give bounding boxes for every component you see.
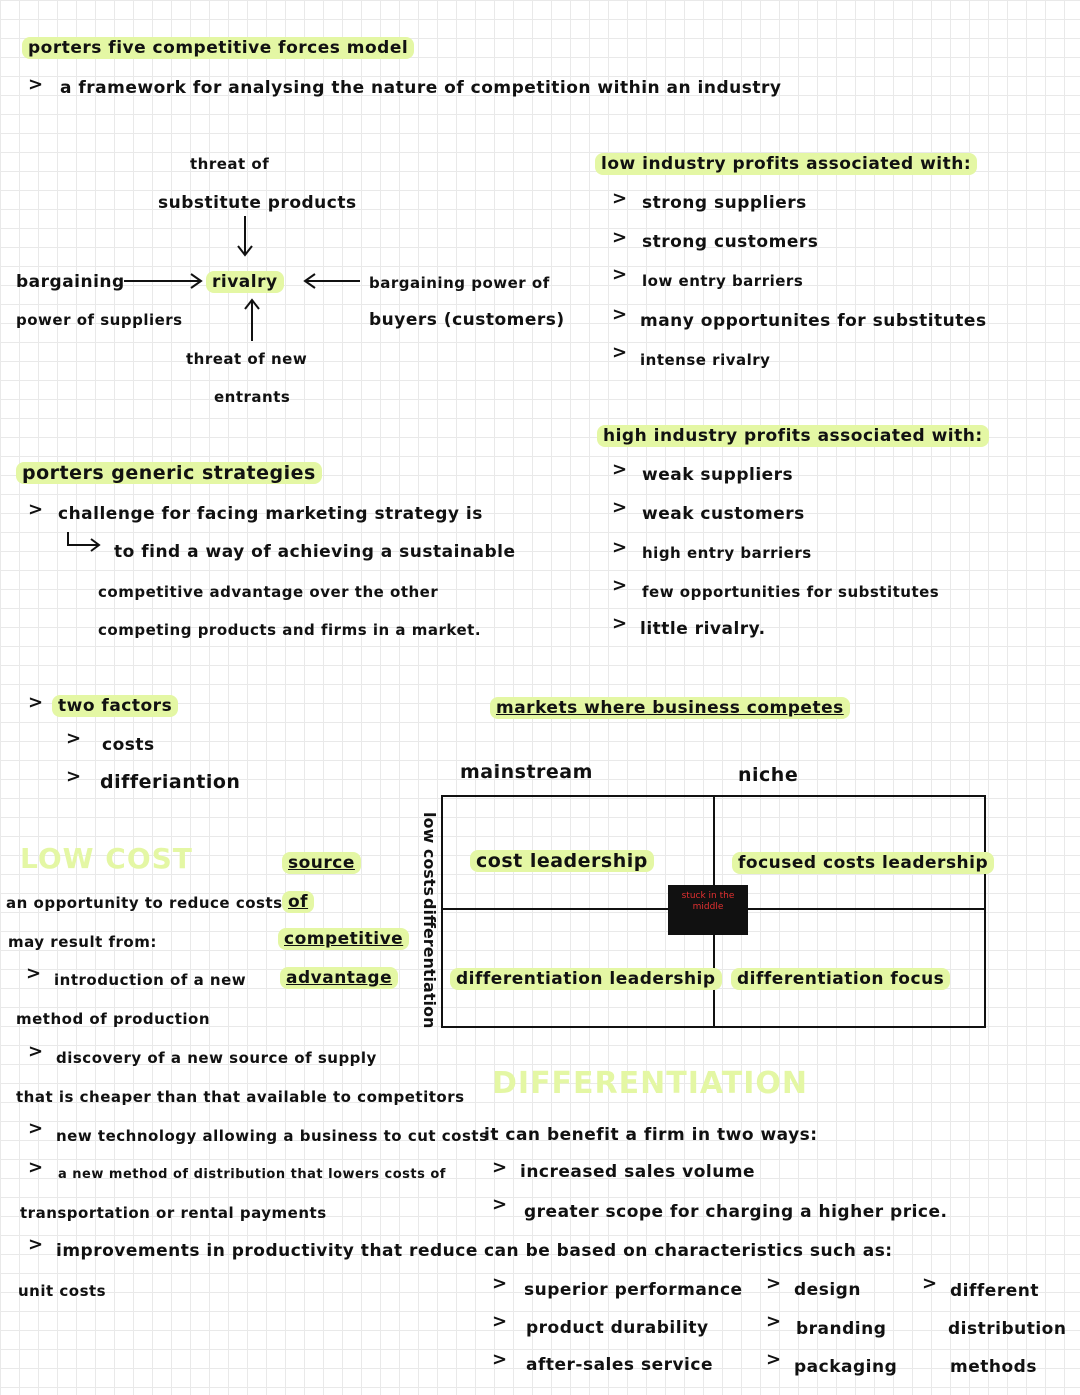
low-cost-line7: new technology allowing a business to cut costs [56,1127,489,1145]
two-factors-label: two factors [52,695,178,717]
buyer-power-line1: bargaining power of [369,274,550,292]
characteristic-item: design [794,1280,861,1300]
low-costs-axis-label: low costs [420,812,439,896]
characteristic-item: product durability [526,1318,709,1338]
five-forces-definition: a framework for analysing the nature of competition within an industry [60,78,782,98]
low-cost-line9: transportation or rental payments [20,1204,327,1222]
low-cost-line2: may result from: [8,933,157,951]
source-line4: advantage [280,967,398,989]
differentiation-line4: can be based on characteristics such as: [484,1241,893,1261]
low-cost-line8: a new method of distribution that lowers costs of [58,1167,446,1182]
cost-leadership-cell: cost leadership [470,850,654,872]
bullet-icon: > [26,963,42,984]
high-profits-item: weak customers [642,504,805,524]
bullet-icon: > [28,1118,44,1139]
bullet-icon: > [28,1157,44,1178]
markets-title: markets where business competes [490,697,850,719]
bullet-icon: > [28,1234,44,1255]
low-profits-item: intense rivalry [640,351,771,369]
bullet-icon: > [492,1157,508,1178]
bullet-icon: > [766,1311,782,1332]
characteristic-item: packaging [794,1357,898,1377]
buyer-power-line2: buyers (customers) [369,310,565,330]
low-profits-item: many opportunites for substitutes [640,311,987,331]
bullet-icon: > [612,227,628,248]
bullet-icon: > [612,304,628,325]
bullet-icon: > [492,1349,508,1370]
characteristic-item: different [950,1281,1039,1301]
bullet-icon: > [28,74,44,95]
bullet-icon: > [612,613,628,634]
factor-differentiation: differiantion [100,771,241,793]
characteristic-item: methods [950,1357,1037,1377]
niche-label: niche [738,764,799,786]
supplier-power-line1: bargaining [16,272,125,292]
characteristic-item: branding [796,1319,887,1339]
factor-costs: costs [102,735,155,755]
low-profits-item: strong suppliers [642,193,807,213]
rivalry-label: rivalry [206,271,284,293]
differentiation-leadership-cell: differentiation leadership [450,968,722,990]
source-line2: of [282,891,314,913]
high-profits-title: high industry profits associated with: [597,425,989,447]
generic-strategies-title: porters generic strategies [16,462,322,484]
low-profits-title: low industry profits associated with: [595,153,977,175]
bullet-icon: > [66,728,82,749]
low-profits-item: strong customers [642,232,819,252]
low-cost-line5: discovery of a new source of supply [56,1049,377,1067]
bullet-icon: > [612,342,628,363]
mainstream-label: mainstream [460,761,593,783]
bullet-icon: > [612,537,628,558]
bullet-icon: > [28,692,44,713]
low-cost-line4: method of production [16,1010,211,1028]
five-forces-title: porters five competitive forces model [22,37,414,59]
low-cost-line3: introduction of a new [54,971,247,989]
generic-line3: competitive advantage over the other [98,583,439,601]
low-cost-line10: improvements in productivity that reduce [56,1241,478,1261]
threat-substitutes-line2: substitute products [158,193,357,213]
low-profits-item: low entry barriers [642,272,804,290]
bullet-icon: > [492,1194,508,1215]
generic-line1: challenge for facing marketing strategy is [58,504,483,524]
supplier-power-line2: power of suppliers [16,311,183,329]
bullet-icon: > [922,1273,938,1294]
high-profits-item: high entry barriers [642,544,812,562]
threat-entrants-line1: threat of new [186,350,308,368]
differentiation-focus-cell: differentiation focus [731,968,950,990]
differentiation-line3: greater scope for charging a higher price. [524,1202,948,1222]
bullet-icon: > [766,1349,782,1370]
differentiation-heading: DIFFERENTIATION [492,1066,808,1101]
focused-cost-leadership-cell: focused costs leadership [732,852,994,874]
characteristic-item: distribution [948,1319,1067,1339]
high-profits-item: little rivalry. [640,619,766,639]
bullet-icon: > [492,1311,508,1332]
stuck-in-middle-box: stuck in the middle [668,885,748,935]
source-line1: source [282,852,361,874]
differentiation-line2: increased sales volume [520,1162,756,1182]
bullet-icon: > [66,766,82,787]
bullet-icon: > [612,188,628,209]
bullet-icon: > [766,1273,782,1294]
generic-line2: to find a way of achieving a sustainable [114,542,516,562]
characteristic-item: after-sales service [526,1355,713,1375]
bullet-icon: > [612,264,628,285]
high-profits-item: weak suppliers [642,465,794,485]
bullet-icon: > [28,499,44,520]
high-profits-item: few opportunities for substitutes [642,583,940,601]
bullet-icon: > [612,575,628,596]
low-cost-line1: an opportunity to reduce costs [6,894,283,912]
differentiation-line1: it can benefit a firm in two ways: [484,1125,818,1145]
bullet-icon: > [612,497,628,518]
bullet-icon: > [612,459,628,480]
low-cost-line11: unit costs [18,1282,107,1300]
characteristic-item: superior performance [524,1280,743,1300]
threat-substitutes-line1: threat of [190,155,270,173]
generic-line4: competing products and firms in a market. [98,621,482,639]
low-cost-heading: LOW COST [20,842,193,875]
differentiation-axis-label: differentiation [420,898,439,1029]
source-line3: competitive [278,928,409,950]
threat-entrants-line2: entrants [214,388,291,406]
bullet-icon: > [28,1041,44,1062]
low-cost-line6: that is cheaper than that available to competitors [16,1088,465,1106]
bullet-icon: > [492,1273,508,1294]
